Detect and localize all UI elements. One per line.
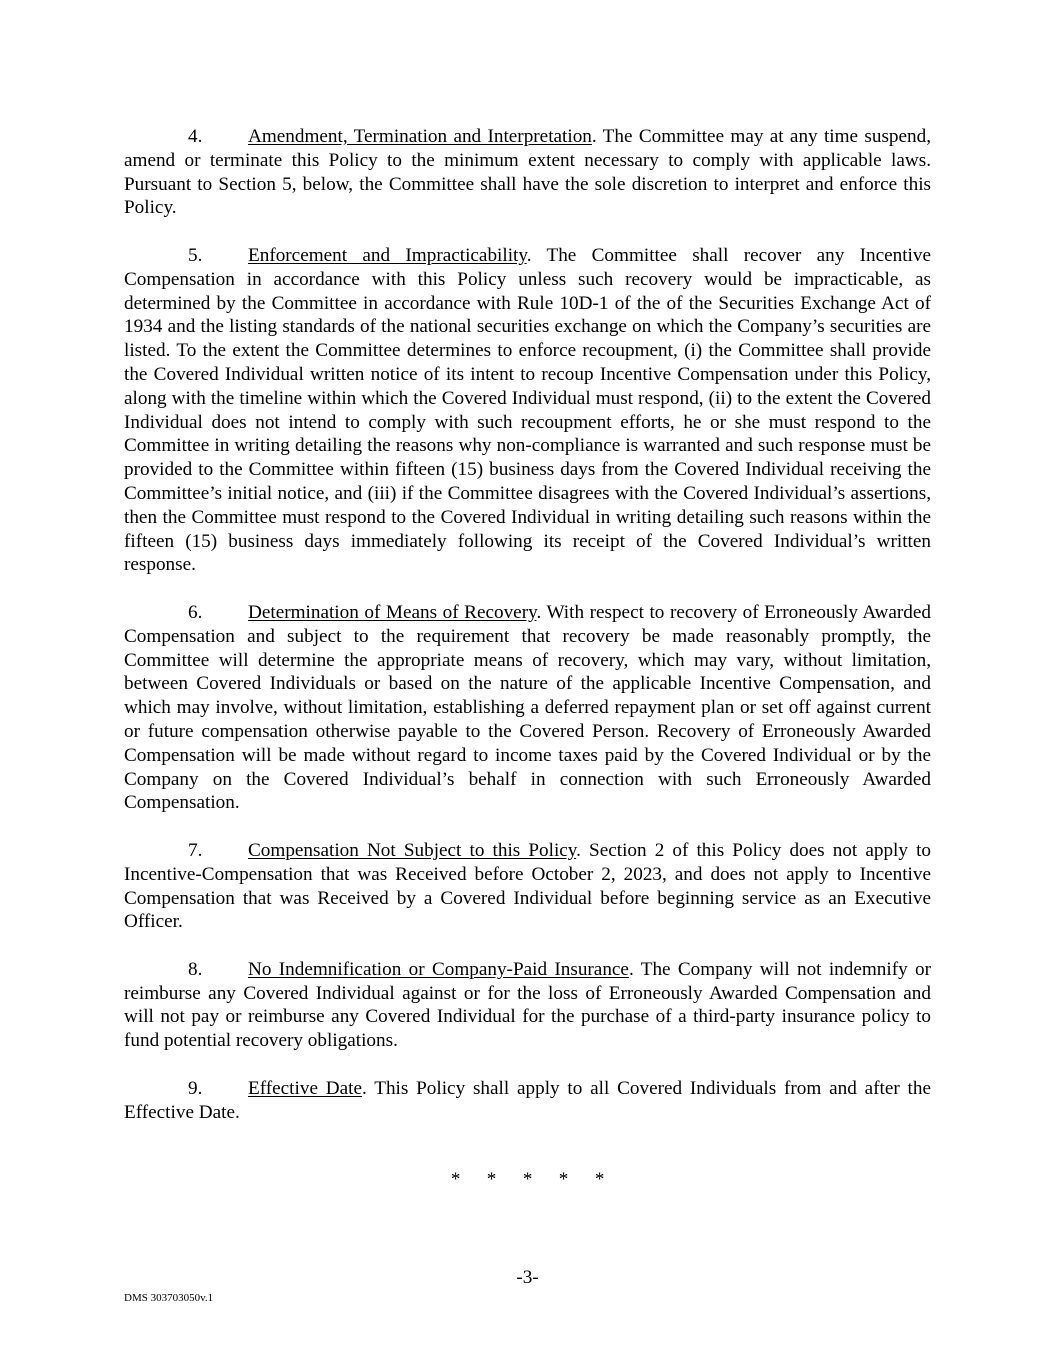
section-number: 9. (188, 1077, 203, 1099)
section-number: 7. (188, 839, 203, 861)
separator-star: * (558, 1169, 569, 1190)
section-heading: Determination of Means of Recovery (248, 601, 537, 623)
section-4 (124, 125, 931, 220)
section-text: . With respect to recovery of Erroneously Awarded Compensation and subject to the requirement that recovery be made reasonably promptly, the Committee will determine the appropriate means of recovery, which may vary, without limitation, between Covered Individuals or based on the nature of the applicable Incentive Compensation, and which may involve, without limitation, establishing a deferred repayment plan or set off against current or future compensation otherwise payable to the Covered Person. Recovery of Erroneously Awarded Compensation will be made without regard to income taxes paid by the Covered Individual or by the Company on the Covered Individual’s behalf in connection with such Erroneously Awarded Compensation. (124, 601, 931, 814)
section-heading: Effective Date (248, 1077, 362, 1099)
section-text: . The Committee may at any time suspend, amend or terminate this Policy to the minimum extent necessary to comply with applicable laws. Pursuant to Section 5, below, the Committee shall have the sole discretion to interpret and enforce this Policy. (124, 126, 932, 219)
section-6 (124, 601, 931, 815)
section-number: 5. (188, 244, 203, 266)
section-number: 6. (188, 601, 203, 623)
separator-star: * (450, 1169, 461, 1190)
section-9 (124, 1077, 931, 1125)
section-7 (124, 839, 931, 934)
document-body (124, 125, 931, 1148)
section-text: . The Company will not indemnify or reimburse any Covered Individual against or for the loss of Erroneously Awarded Compensation and will not pay or reimburse any Covered Individual for the purchase of a third-party insurance policy to fund potential recovery obligations. (124, 958, 931, 1052)
separator-star: * (522, 1169, 533, 1190)
section-heading: Amendment, Termination and Interpretation (248, 126, 592, 147)
section-heading: Enforcement and Impracticability (248, 244, 527, 266)
section-8 (124, 958, 931, 1053)
page-number: -3- (516, 1267, 539, 1288)
section-text: . Section 2 of this Policy does not apply to Incentive-Compensation that was Received before October 2, 2023, and does not apply to Incentive Compensation that was Received by a Covered Individual before beginning service as an Executive Officer. (124, 839, 931, 933)
document-id: DMS 303703050v.1 (124, 1292, 214, 1304)
section-5 (124, 244, 931, 577)
section-number: 8. (188, 958, 203, 980)
separator-star: * (594, 1169, 605, 1190)
section-heading: Compensation Not Subject to this Policy (248, 839, 577, 861)
section-text: . This Policy shall apply to all Covered Individuals from and after the Effective Date. (124, 1077, 931, 1123)
section-text: . The Committee shall recover any Incentive Compensation in accordance with this Policy unless such recovery would be impracticable, as determined by the Committee in accordance with Rule 10D-1 of the of the Securities Exchange Act of 1934 and the listing standards of the national securities exchange on which the Company’s securities are listed. To the extent the Committee determines to enforce recoupment, (i) the Committee shall provide the Covered Individual written notice of its intent to recoup Incentive Compensation under this Policy, along with the timeline within which the Covered Individual must respond, (ii) to the extent the Covered Individual does not intend to comply with such recoupment efforts, he or she must respond to the Committee in writing detailing the reasons why non-compliance is warranted and such response must be provided to the Committee within fifteen (15) business days from the Covered Individual receiving the Committee’s initial notice, and (iii) if the Committee disagrees with the Covered Individual’s assertions, then the Committee must respond to the Covered Individual in writing detailing such reasons within the fifteen (15) business days immediately following its receipt of the Covered Individual’s written response. (124, 244, 931, 576)
section-separator (0, 1168, 1055, 1192)
section-number: 4. (188, 126, 203, 147)
section-heading: No Indemnification or Company-Paid Insurance (248, 958, 629, 980)
separator-star: * (486, 1169, 497, 1190)
